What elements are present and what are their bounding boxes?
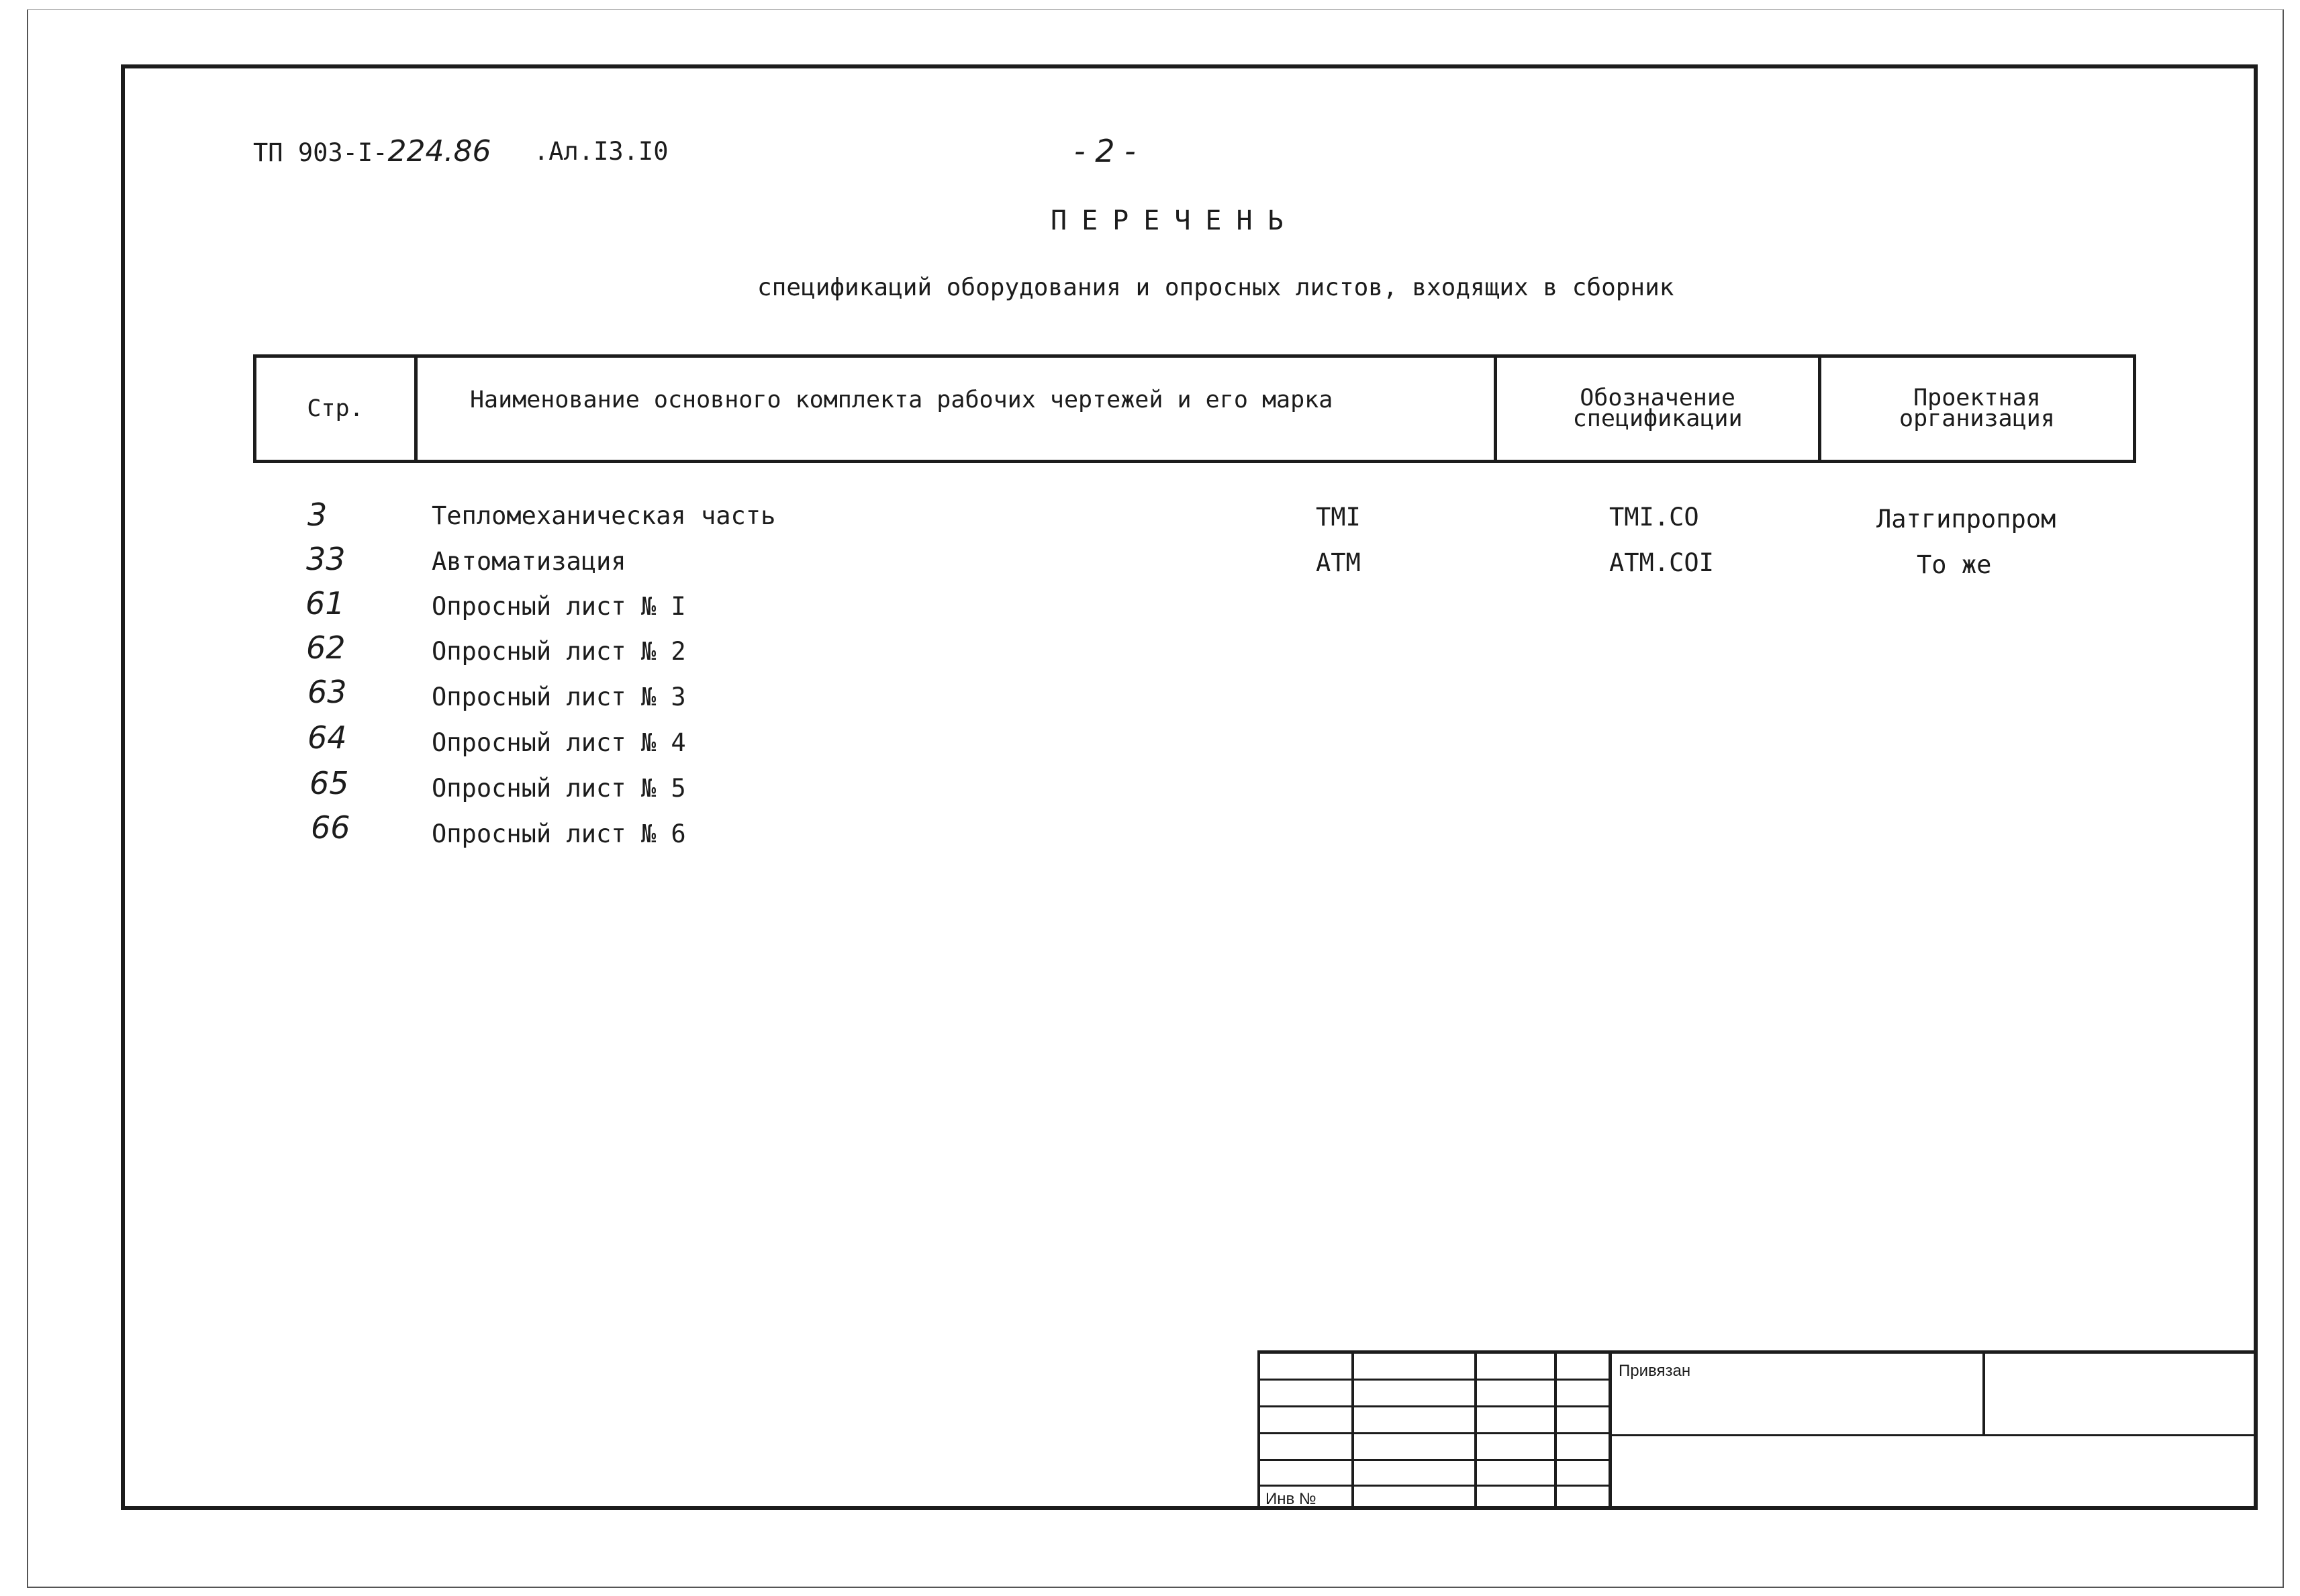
row-name: Автоматизация: [432, 547, 626, 576]
row-name: Опросный лист № 6: [432, 819, 686, 848]
stamp-inv-label: Инв №: [1265, 1490, 1316, 1508]
row-name: Опросный лист № 3: [432, 683, 686, 711]
col-spec-header: [1496, 356, 1819, 462]
stamp-attached-label: Привязан: [1619, 1362, 1691, 1380]
stamp-line: [1609, 1354, 1612, 1510]
stamp-line: [1257, 1432, 1609, 1434]
row-page-number: 64: [307, 719, 347, 756]
col-org-line-2: организация: [1899, 405, 2055, 432]
col-spec-line-1: Обозначение: [1580, 385, 1736, 411]
col-org-header: [1819, 356, 2134, 462]
row-page-number: 62: [306, 630, 346, 666]
header-table: [253, 354, 2136, 463]
stamp-line: [1257, 1459, 1609, 1461]
row-mark: ТМI: [1316, 503, 1361, 532]
row-mark: АТМ: [1316, 548, 1361, 577]
page-title: ПЕРЕЧЕНЬ: [1051, 205, 1298, 236]
row-page-number: 66: [311, 809, 350, 846]
row-page-number: 61: [305, 585, 345, 621]
title-block-stamp: [1257, 1350, 2258, 1510]
stamp-line: [1609, 1434, 2258, 1436]
row-spec: ТМI.СО: [1609, 503, 1699, 532]
row-name: Опросный лист № 2: [432, 637, 686, 666]
page-subtitle: спецификаций оборудования и опросных листов, входящих в сборник: [757, 274, 1674, 301]
code-prefix: ТП 903-I-: [253, 138, 388, 167]
document-code: [253, 134, 491, 168]
stamp-line: [1982, 1354, 1985, 1434]
col-spec-line-2: спецификации: [1572, 405, 1743, 432]
stamp-line: [1257, 1379, 1609, 1381]
album-code: .Ал.I3.I0: [534, 137, 669, 166]
col-name-header: Наименование основного комплекта рабочих чертежей и его марка: [416, 356, 1495, 462]
stamp-line: [1257, 1485, 1609, 1487]
row-org: Латгипропром: [1876, 505, 2056, 534]
row-spec: АТМ.СОI: [1609, 548, 1714, 577]
row-page-number: 33: [306, 541, 346, 577]
row-name: Опросный лист № 4: [432, 728, 686, 757]
row-page-number: 63: [307, 674, 347, 710]
row-name: Опросный лист № I: [432, 592, 686, 621]
col-org-line-1: Проектная: [1913, 385, 2041, 411]
row-page-number: 3: [307, 497, 328, 533]
code-handwritten: 224.86: [387, 134, 491, 168]
row-name: Тепломеханическая часть: [432, 501, 776, 530]
stamp-line: [1257, 1405, 1609, 1407]
row-org: То же: [1917, 550, 1992, 579]
page-number: - 2 -: [1074, 133, 1136, 169]
row-name: Опросный лист № 5: [432, 774, 686, 803]
row-page-number: 65: [309, 765, 349, 801]
col-page-header: Стр.: [255, 356, 416, 462]
